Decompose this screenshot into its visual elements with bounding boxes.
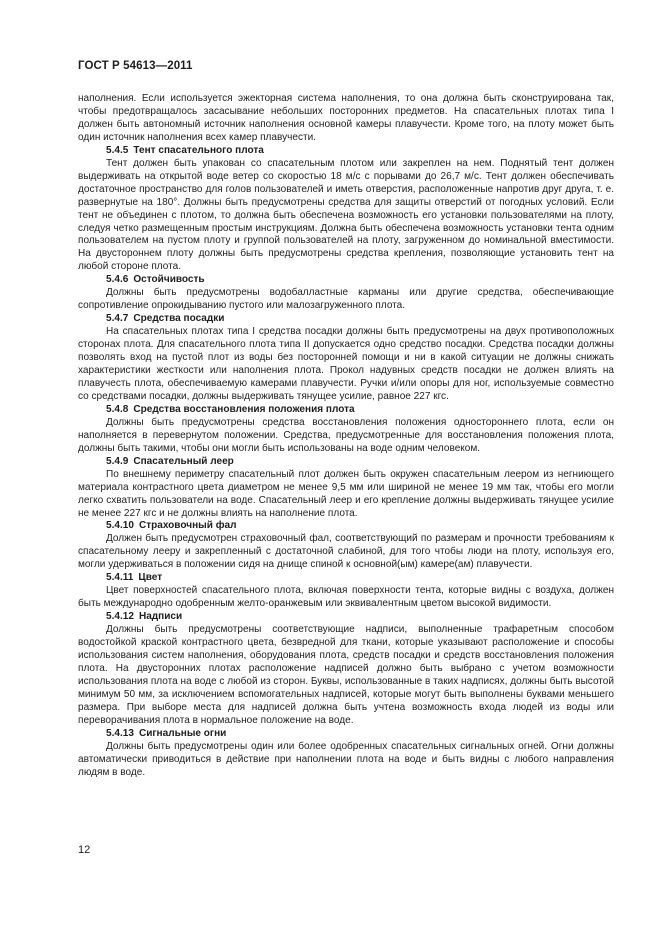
section-number: 5.4.10: [106, 520, 134, 532]
section-title: Средства посадки: [133, 313, 225, 325]
paragraph: На спасательных плотах типа I средства посадки должны быть предусмотрены на двух противоположных сторонах плота. Для спасательного плота типа II допускается одно средство посадки. Средства посадки должны позволять вход на пустой плот из воды без посторонней помощи и ни в какой ситуации не должны снижать характеристики жесткости или наполнения плота. Прокол надувных средств посадки не должен влиять на плавучесть плота, обеспечиваемую камерами плавучести. Ручки и/или опоры для ног, используемые совместно со средствами посадки, должны выдерживать тянущее усилие, равное 227 кгс.: [78, 326, 614, 402]
document-body: [78, 93, 614, 780]
paragraph: Должны быть предусмотрены один или более одобренных спасательных сигнальных огней. Огни должны автоматически приводиться в действие при наполнении плота на воде и быть видны с любого направления людям в воде.: [78, 740, 614, 778]
section-number: 5.4.9: [106, 455, 129, 467]
paragraph: Должен быть предусмотрен страховочный фал, соответствующий по размерам и прочности требованиям к спасательному лееру и закрепленный с достаточной слабиной, для того чтобы люди на плоту, используя его, могли удерживаться в положении сидя на днище спиной к основной(ым) камере(ам) плавучести.: [78, 533, 614, 571]
section-heading: [78, 520, 614, 533]
section-title: Тент спасательного плота: [133, 144, 264, 156]
section-title: Средства восстановления положения плота: [133, 403, 355, 415]
paragraph: Должны быть предусмотрены средства восстановления положения одностороннего плота, если он наполняется в перевернутом положении. Средства, предусмотренные для восстановления положения плота, должны быть такими, чтобы они могли быть использованы на воде одним человеком.: [78, 416, 614, 454]
section-number: 5.4.6: [106, 274, 129, 286]
section-heading: [78, 145, 614, 158]
section-heading: [78, 611, 614, 624]
paragraph: Должны быть предусмотрены соответствующие надписи, выполненные трафаретным способом водостойкой краской контрастного цвета, безвредной для ткани, которые указывают расположение и способы использования систем наполнения, оборудования плота, средств посадки и средств восстановления положения плота. На двусторонних плотах расположение надписей должно быть выбрано с учетом возможности использования плота на воде с любой из сторон. Буквы, использованные в таких надписях, должны быть высотой минимум 50 мм, за исключением вспомогательных надписей, которые могут быть выполнены буквами меньшего размера. При выборе места для надписей должна быть учтена возможность входа людей из воды или переворачивания плота в нормальное положение на воде.: [78, 624, 614, 726]
section-title: Спасательный леер: [133, 455, 234, 467]
page-number: 12: [78, 844, 91, 856]
section-number: 5.4.7: [106, 313, 129, 325]
section-number: 5.4.13: [106, 727, 134, 739]
section-number: 5.4.8: [106, 403, 129, 415]
paragraph: По внешнему периметру спасательный плот должен быть окружен спасательным леером из негниющего материала контрастного цвета диаметром не менее 9,5 мм или шириной не менее 19 мм так, чтобы его могли легко схватить пользователи на воде. Спасательный леер и его крепление должны выдерживать тянущее усилие не менее 227 кгс и не должны влиять на наполнение плота.: [78, 468, 614, 519]
section-heading: [78, 456, 614, 469]
section-heading: [78, 313, 614, 326]
section-title: Надписи: [138, 611, 183, 623]
section-title: Сигнальные огни: [138, 727, 227, 739]
section-title: Страховочный фал: [138, 520, 237, 532]
section-title: Цвет: [138, 572, 163, 584]
section-number: 5.4.12: [106, 611, 134, 623]
paragraph: Должны быть предусмотрены водобалластные карманы или другие средства, обеспечивающие сопротивление опрокидыванию пустого или малозагруженного плота.: [78, 287, 614, 312]
section-heading: [78, 728, 614, 741]
section-heading: [78, 572, 614, 585]
paragraph: наполнения. Если используется эжекторная система наполнения, то она должна быть сконструирована так, чтобы предотвращалось засасывание небольших посторонних предметов. На спасательных плотах типа I должен быть автономный источник наполнения основной камеры плавучести. Кроме того, на плоту может быть один источник наполнения всех камер плавучести.: [78, 93, 614, 143]
section-number: 5.4.5: [106, 144, 129, 156]
paragraph: Тент должен быть упакован со спасательным плотом или закреплен на нем. Поднятый тент должен выдерживать на открытой воде ветер со скоростью 18 м/с с порывами до 26,7 м/с. Тент должен обеспечивать достаточное пространство для голов пользователей и иметь отверстия, расположенные напротив друг друга, т. е. развернутые на 180°. Должны быть предусмотрены средства для защиты отверстий от погодных условий. Если тент не объединен с плотом, то должна быть обеспечена возможность его установки пользователями на плоту, следуя четко размещенным простым инструкциям. Должна быть обеспечена возможность установки тента одним пользователем на пустом плоту и группой пользователей на плоту, загруженном до номинальной вместимости. На двустороннем плоту должны быть предусмотрены средства крепления, позволяющие установить тент на любой стороне плота.: [78, 157, 614, 273]
section-heading: [78, 404, 614, 417]
section-title: Остойчивость: [133, 274, 205, 286]
paragraph: Цвет поверхностей спасательного плота, включая поверхности тента, которые видны с воздуха, должен быть международно одобренным желто-оранжевым или эквивалентным цветом высокой видимости.: [78, 585, 614, 610]
standard-header: ГОСТ Р 54613—2011: [78, 60, 193, 72]
section-heading: [78, 274, 614, 287]
section-number: 5.4.11: [106, 572, 134, 584]
